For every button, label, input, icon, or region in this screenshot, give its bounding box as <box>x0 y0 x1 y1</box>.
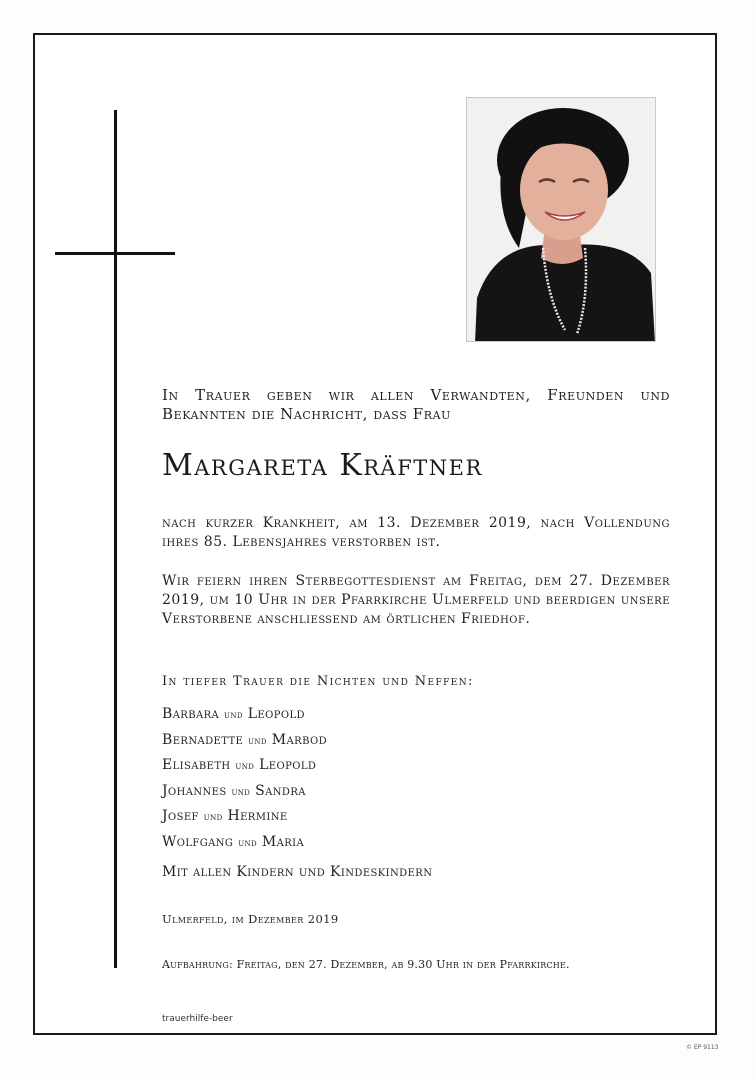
mourner-second-name: Leopold <box>247 706 305 722</box>
portrait-photo <box>466 97 656 342</box>
mourner-second-name: Leopold <box>259 757 317 773</box>
mourner-first-name: Wolfgang <box>162 833 234 850</box>
print-code: © EP 9113 <box>686 1044 719 1051</box>
mourner-joiner: und <box>203 812 223 823</box>
mourner-first-name: Johannes <box>162 782 227 799</box>
mourner-second-name: Hermine <box>227 808 288 824</box>
cross-horizontal-bar <box>55 252 175 255</box>
mourner-joiner: und <box>224 710 243 721</box>
mourner-second-name: Sandra <box>255 782 306 799</box>
mourner-second-name: Marbod <box>271 731 328 748</box>
mourner-joiner: und <box>235 761 255 772</box>
mourner-pair <box>162 755 670 781</box>
intro-text: In Trauer geben wir allen Verwandten, Freunden und Bekannten die Nachricht, dass Frau <box>162 386 670 423</box>
cross-vertical-bar <box>114 110 117 968</box>
mourner-first-name: Barbara <box>162 706 220 722</box>
mourner-joiner: und <box>231 786 251 798</box>
death-details-paragraph: nach kurzer Krankheit, am 13. Dezember 2019, nach Vollendung ihres 85. Lebensjahres verstorben ist. <box>162 515 670 550</box>
mourner-first-name: Bernadette <box>162 731 244 748</box>
mourner-first-name: Josef <box>162 808 199 824</box>
mourner-joiner: und <box>248 735 267 747</box>
funeral-service-paragraph: Wir feiern ihren Sterbegottesdienst am Freitag, dem 27. Dezember 2019, um 10 Uhr in der Pfarrkirche Ulmerfeld und beerdigen unsere Verstorbene anschließend am örtlichen Friedhof. <box>162 573 670 627</box>
mourners-heading: In tiefer Trauer die Nichten und Neffen: <box>162 674 474 689</box>
mourner-second-name: Maria <box>261 833 305 850</box>
mourner-joiner: und <box>238 837 258 849</box>
mourners-list <box>162 704 670 857</box>
mourner-pair <box>162 730 670 756</box>
mourner-pair <box>162 832 670 858</box>
deceased-name: Margareta Kräftner <box>162 448 483 483</box>
place-date-line: Ulmerfeld, im Dezember 2019 <box>162 912 339 926</box>
mourner-pair <box>162 781 670 807</box>
mourner-pair <box>162 704 670 730</box>
mourner-first-name: Elisabeth <box>162 757 231 773</box>
with-children-line: Mit allen Kindern und Kindeskindern <box>162 864 433 880</box>
brand-label: trauerhilfe-beer <box>162 1014 233 1024</box>
viewing-info-line: Aufbahrung: Freitag, den 27. Dezember, ab 9.30 Uhr in der Pfarrkirche. <box>162 958 570 971</box>
mourner-pair <box>162 806 670 832</box>
